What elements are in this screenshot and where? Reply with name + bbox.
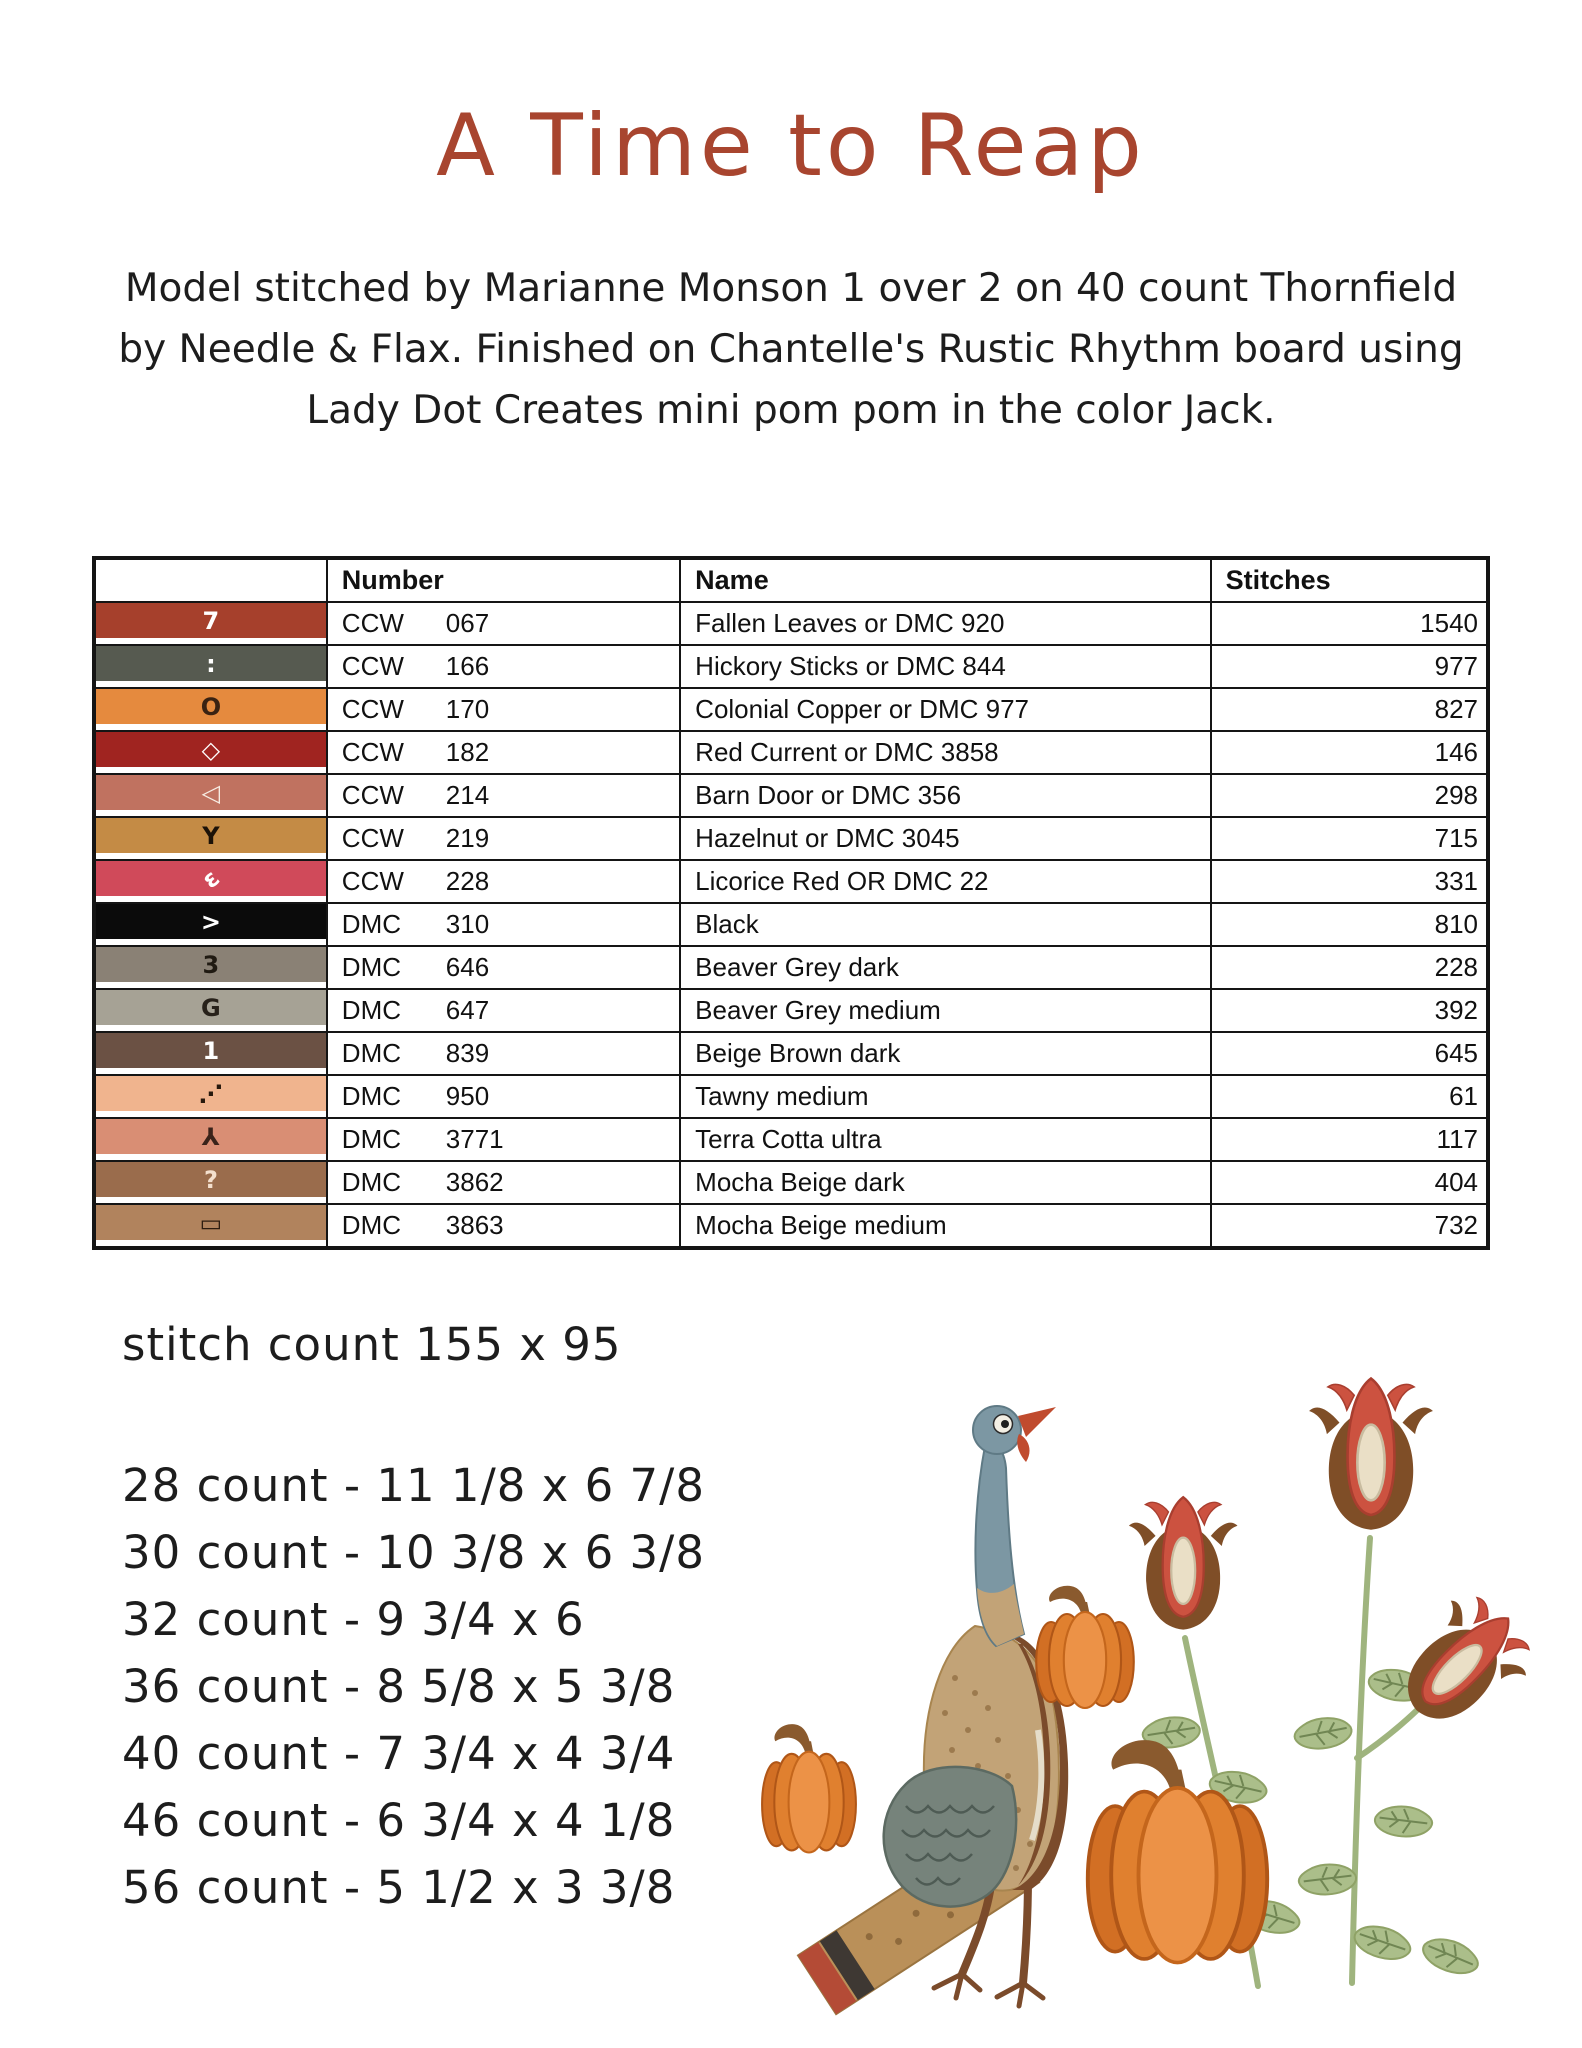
- thread-row: [94, 860, 1488, 903]
- color-swatch-cell: [94, 774, 327, 817]
- number-column-header: Number: [327, 558, 680, 602]
- color-swatch-cell: [94, 1075, 327, 1118]
- stitch-symbol: >: [200, 907, 221, 936]
- color-swatch-cell: [94, 817, 327, 860]
- thread-code: 839: [445, 1038, 490, 1068]
- description-line-2: by Needle & Flax. Finished on Chantelle's Rustic Rhythm board using: [118, 327, 1464, 372]
- color-swatch-cell: [94, 1032, 327, 1075]
- thread-number-cell: [327, 1032, 680, 1075]
- thread-code: 228: [445, 866, 490, 896]
- page-title: A Time to Reap: [436, 96, 1146, 196]
- thread-code: 067: [445, 608, 490, 638]
- thread-row: [94, 645, 1488, 688]
- stitches-cell: 977: [1211, 645, 1488, 688]
- thread-row: [94, 1032, 1488, 1075]
- fabric-count-item: 56 count - 5 1/2 x 3 3/8: [122, 1861, 676, 1914]
- thread-name-cell: Hickory Sticks or DMC 844: [680, 645, 1210, 688]
- stitches-cell: 61: [1211, 1075, 1488, 1118]
- color-swatch: [96, 775, 326, 810]
- stitches-cell: 392: [1211, 989, 1488, 1032]
- color-swatch: [96, 1162, 326, 1197]
- thread-code: 182: [445, 737, 490, 767]
- fabric-count-item: 36 count - 8 5/8 x 5 3/8: [122, 1660, 676, 1713]
- thread-number-cell: [327, 1161, 680, 1204]
- stitch-symbol: ε: [196, 863, 226, 894]
- color-swatch-cell: [94, 645, 327, 688]
- model-description: [30, 258, 1552, 441]
- color-swatch: [96, 646, 326, 681]
- color-swatch-cell: [94, 903, 327, 946]
- color-swatch: [96, 603, 326, 638]
- color-swatch: [96, 990, 326, 1025]
- flowers: [1129, 1379, 1546, 1748]
- thread-brand: CCW: [341, 651, 404, 681]
- color-swatch: [96, 732, 326, 767]
- thread-number-cell: [327, 688, 680, 731]
- stitch-symbol: 3: [202, 950, 220, 979]
- thread-name-cell: Barn Door or DMC 356: [680, 774, 1210, 817]
- stitches-cell: 117: [1211, 1118, 1488, 1161]
- description-line-3: Lady Dot Creates mini pom pom in the color Jack.: [306, 388, 1276, 433]
- thread-name-cell: Black: [680, 903, 1210, 946]
- thread-code: 170: [445, 694, 490, 724]
- color-swatch-cell: [94, 688, 327, 731]
- fabric-count-item: 28 count - 11 1/8 x 6 7/8: [122, 1459, 705, 1512]
- stitches-cell: 331: [1211, 860, 1488, 903]
- stitches-cell: 228: [1211, 946, 1488, 989]
- color-swatch: [96, 1119, 326, 1154]
- description-line-1: Model stitched by Marianne Monson 1 over 2 on 40 count Thornfield: [124, 266, 1458, 311]
- thread-row: [94, 817, 1488, 860]
- thread-brand: DMC: [341, 1210, 402, 1240]
- fabric-count-item: 30 count - 10 3/8 x 6 3/8: [122, 1526, 705, 1579]
- thread-brand: DMC: [341, 1167, 402, 1197]
- thread-brand: DMC: [341, 1124, 402, 1154]
- color-swatch: [96, 818, 326, 853]
- thread-code: 310: [445, 909, 490, 939]
- turkey-pumpkin-illustration: [560, 1338, 1582, 2030]
- stitch-symbol: ◇: [201, 735, 221, 764]
- thread-row: [94, 989, 1488, 1032]
- thread-name-cell: Tawny medium: [680, 1075, 1210, 1118]
- color-swatch: [96, 1076, 326, 1111]
- thread-number-cell: [327, 1075, 680, 1118]
- stitches-cell: 715: [1211, 817, 1488, 860]
- thread-row: [94, 946, 1488, 989]
- thread-number-cell: [327, 817, 680, 860]
- symbol-column-header: [94, 558, 327, 602]
- stitch-symbol: 7: [202, 606, 220, 635]
- thread-brand: CCW: [341, 694, 404, 724]
- stitch-count-text: stitch count 155 x 95: [122, 1318, 622, 1371]
- color-swatch: [96, 947, 326, 982]
- stitch-symbol: ⅄: [201, 1122, 221, 1151]
- thread-row: [94, 688, 1488, 731]
- stitches-cell: 404: [1211, 1161, 1488, 1204]
- thread-number-cell: [327, 731, 680, 774]
- thread-code: 3862: [445, 1167, 504, 1197]
- thread-row: [94, 903, 1488, 946]
- thread-number-cell: [327, 602, 680, 645]
- thread-name-cell: Licorice Red OR DMC 22: [680, 860, 1210, 903]
- stitches-cell: 1540: [1211, 602, 1488, 645]
- thread-name-cell: Mocha Beige dark: [680, 1161, 1210, 1204]
- thread-number-cell: [327, 1204, 680, 1248]
- thread-brand: CCW: [341, 737, 404, 767]
- color-swatch-cell: [94, 1161, 327, 1204]
- color-swatch-cell: [94, 731, 327, 774]
- thread-table-body: [94, 602, 1488, 1248]
- thread-row: [94, 1118, 1488, 1161]
- color-swatch-cell: [94, 1118, 327, 1161]
- thread-code: 647: [445, 995, 490, 1025]
- fabric-count-item: 40 count - 7 3/4 x 4 3/4: [122, 1727, 676, 1780]
- thread-row: [94, 1075, 1488, 1118]
- thread-number-cell: [327, 774, 680, 817]
- stitches-cell: 732: [1211, 1204, 1488, 1248]
- thread-code: 950: [445, 1081, 490, 1111]
- color-swatch: [96, 904, 326, 939]
- color-swatch-cell: [94, 946, 327, 989]
- table-header-row: [94, 558, 1488, 602]
- thread-name-cell: Colonial Copper or DMC 977: [680, 688, 1210, 731]
- thread-name-cell: Beaver Grey medium: [680, 989, 1210, 1032]
- thread-number-cell: [327, 903, 680, 946]
- stitch-symbol: ⋰: [198, 1079, 223, 1108]
- color-swatch-cell: [94, 1204, 327, 1248]
- color-swatch: [96, 1205, 326, 1240]
- color-swatch: [96, 689, 326, 724]
- thread-number-cell: [327, 946, 680, 989]
- stitch-symbol: Y: [202, 821, 220, 850]
- stitch-symbol: ?: [203, 1165, 218, 1194]
- stitches-cell: 827: [1211, 688, 1488, 731]
- thread-code: 166: [445, 651, 490, 681]
- thread-name-cell: Hazelnut or DMC 3045: [680, 817, 1210, 860]
- thread-row: [94, 1161, 1488, 1204]
- thread-brand: DMC: [341, 1081, 402, 1111]
- thread-code: 3863: [445, 1210, 504, 1240]
- thread-brand: CCW: [341, 823, 404, 853]
- thread-number-cell: [327, 989, 680, 1032]
- color-swatch-cell: [94, 602, 327, 645]
- stitch-symbol: ▭: [199, 1208, 223, 1237]
- thread-number-cell: [327, 860, 680, 903]
- thread-name-cell: Terra Cotta ultra: [680, 1118, 1210, 1161]
- stitches-cell: 810: [1211, 903, 1488, 946]
- color-swatch: [96, 861, 326, 896]
- thread-name-cell: Beige Brown dark: [680, 1032, 1210, 1075]
- turkey: [798, 1406, 1068, 2014]
- fabric-count-item: 32 count - 9 3/4 x 6: [122, 1593, 585, 1646]
- stitch-symbol: G: [201, 993, 221, 1022]
- thread-name-cell: Fallen Leaves or DMC 920: [680, 602, 1210, 645]
- stitch-symbol: O: [200, 692, 222, 721]
- thread-row: [94, 731, 1488, 774]
- thread-name-cell: Red Current or DMC 3858: [680, 731, 1210, 774]
- thread-brand: DMC: [341, 1038, 402, 1068]
- thread-row: [94, 774, 1488, 817]
- thread-code: 3771: [445, 1124, 504, 1154]
- stitches-cell: 645: [1211, 1032, 1488, 1075]
- thread-color-table: [92, 556, 1490, 1250]
- stitches-cell: 298: [1211, 774, 1488, 817]
- stitch-symbol: ◁: [201, 778, 221, 807]
- stitch-symbol: 1: [202, 1036, 220, 1065]
- thread-brand: DMC: [341, 995, 402, 1025]
- thread-brand: CCW: [341, 780, 404, 810]
- name-column-header: Name: [680, 558, 1210, 602]
- thread-row: [94, 1204, 1488, 1248]
- fabric-count-item: 46 count - 6 3/4 x 4 1/8: [122, 1794, 676, 1847]
- thread-code: 219: [445, 823, 490, 853]
- stitches-cell: 146: [1211, 731, 1488, 774]
- stitch-symbol: :: [206, 649, 216, 678]
- thread-code: 646: [445, 952, 490, 982]
- color-swatch: [96, 1033, 326, 1068]
- thread-brand: DMC: [341, 909, 402, 939]
- thread-code: 214: [445, 780, 490, 810]
- thread-number-cell: [327, 1118, 680, 1161]
- color-swatch-cell: [94, 989, 327, 1032]
- stitches-column-header: Stitches: [1211, 558, 1488, 602]
- thread-brand: CCW: [341, 608, 404, 638]
- color-swatch-cell: [94, 860, 327, 903]
- thread-brand: DMC: [341, 952, 402, 982]
- thread-name-cell: Mocha Beige medium: [680, 1204, 1210, 1248]
- thread-row: [94, 602, 1488, 645]
- thread-name-cell: Beaver Grey dark: [680, 946, 1210, 989]
- thread-number-cell: [327, 645, 680, 688]
- thread-brand: CCW: [341, 866, 404, 896]
